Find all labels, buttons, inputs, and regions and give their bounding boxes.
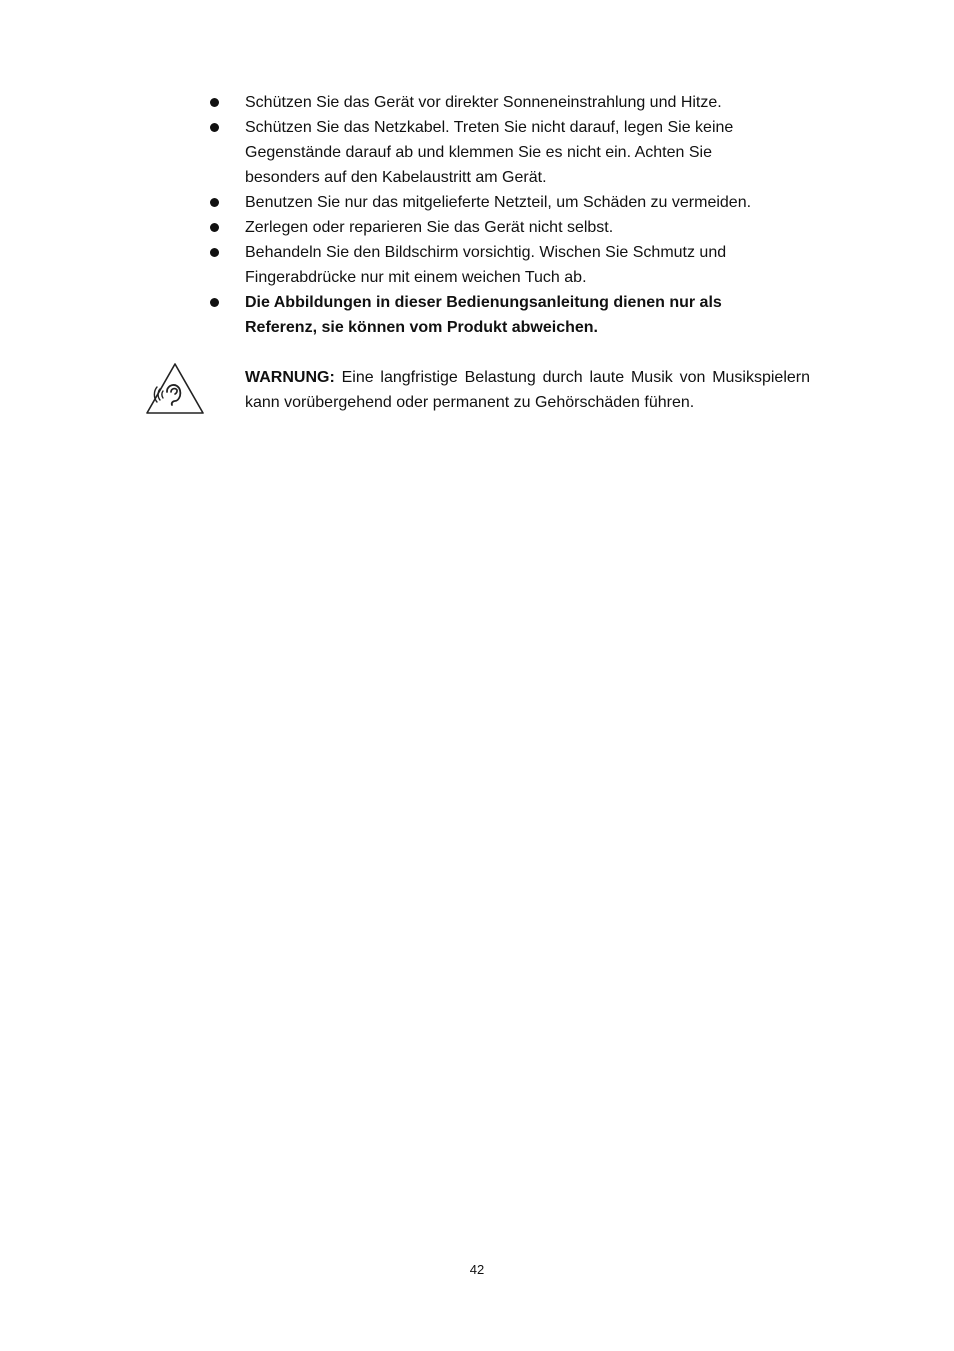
bullet-item bbox=[206, 240, 786, 290]
bullet-item bbox=[206, 90, 786, 115]
bullet-text: Zerlegen oder reparieren Sie das Gerät nicht selbst. bbox=[245, 219, 614, 236]
bullet-item bbox=[206, 115, 786, 190]
hearing-warning-icon bbox=[144, 361, 206, 416]
bullet-dot-icon bbox=[210, 98, 219, 107]
bullet-dot-icon bbox=[210, 198, 219, 207]
bullet-item bbox=[206, 190, 786, 215]
bullet-text: Schützen Sie das Gerät vor direkter Sonneneinstrahlung und Hitze. bbox=[245, 94, 722, 111]
bullet-text: Behandeln Sie den Bildschirm vorsichtig. Wischen Sie Schmutz und Fingerabdrücke nur mit einem weichen Tuch ab. bbox=[245, 244, 727, 286]
bullet-text: Die Abbildungen in dieser Bedienungsanleitung dienen nur als Referenz, sie können vom Produkt abweichen. bbox=[245, 294, 722, 336]
bullet-item bbox=[206, 215, 786, 240]
warning-label: WARNUNG: bbox=[245, 369, 335, 386]
bullet-text: Benutzen Sie nur das mitgelieferte Netzteil, um Schäden zu vermeiden. bbox=[245, 194, 752, 211]
bullet-text: Schützen Sie das Netzkabel. Treten Sie nicht darauf, legen Sie keine Gegenstände darauf ab und klemmen Sie es nicht ein. Achten Sie besonders auf den Kabelaustritt am Gerät. bbox=[245, 119, 734, 186]
bullet-dot-icon bbox=[210, 123, 219, 132]
warning-paragraph bbox=[245, 365, 810, 415]
page-number: 42 bbox=[469, 1262, 485, 1277]
bullet-dot-icon bbox=[210, 248, 219, 257]
safety-bullet-list bbox=[206, 90, 786, 340]
warning-body: Eine langfristige Belastung durch laute Musik von Musikspielern kann vorübergehend oder permanent zu Gehörschäden führen. bbox=[245, 369, 810, 411]
bullet-dot-icon bbox=[210, 298, 219, 307]
bullet-item-bold bbox=[206, 290, 786, 340]
bullet-dot-icon bbox=[210, 223, 219, 232]
